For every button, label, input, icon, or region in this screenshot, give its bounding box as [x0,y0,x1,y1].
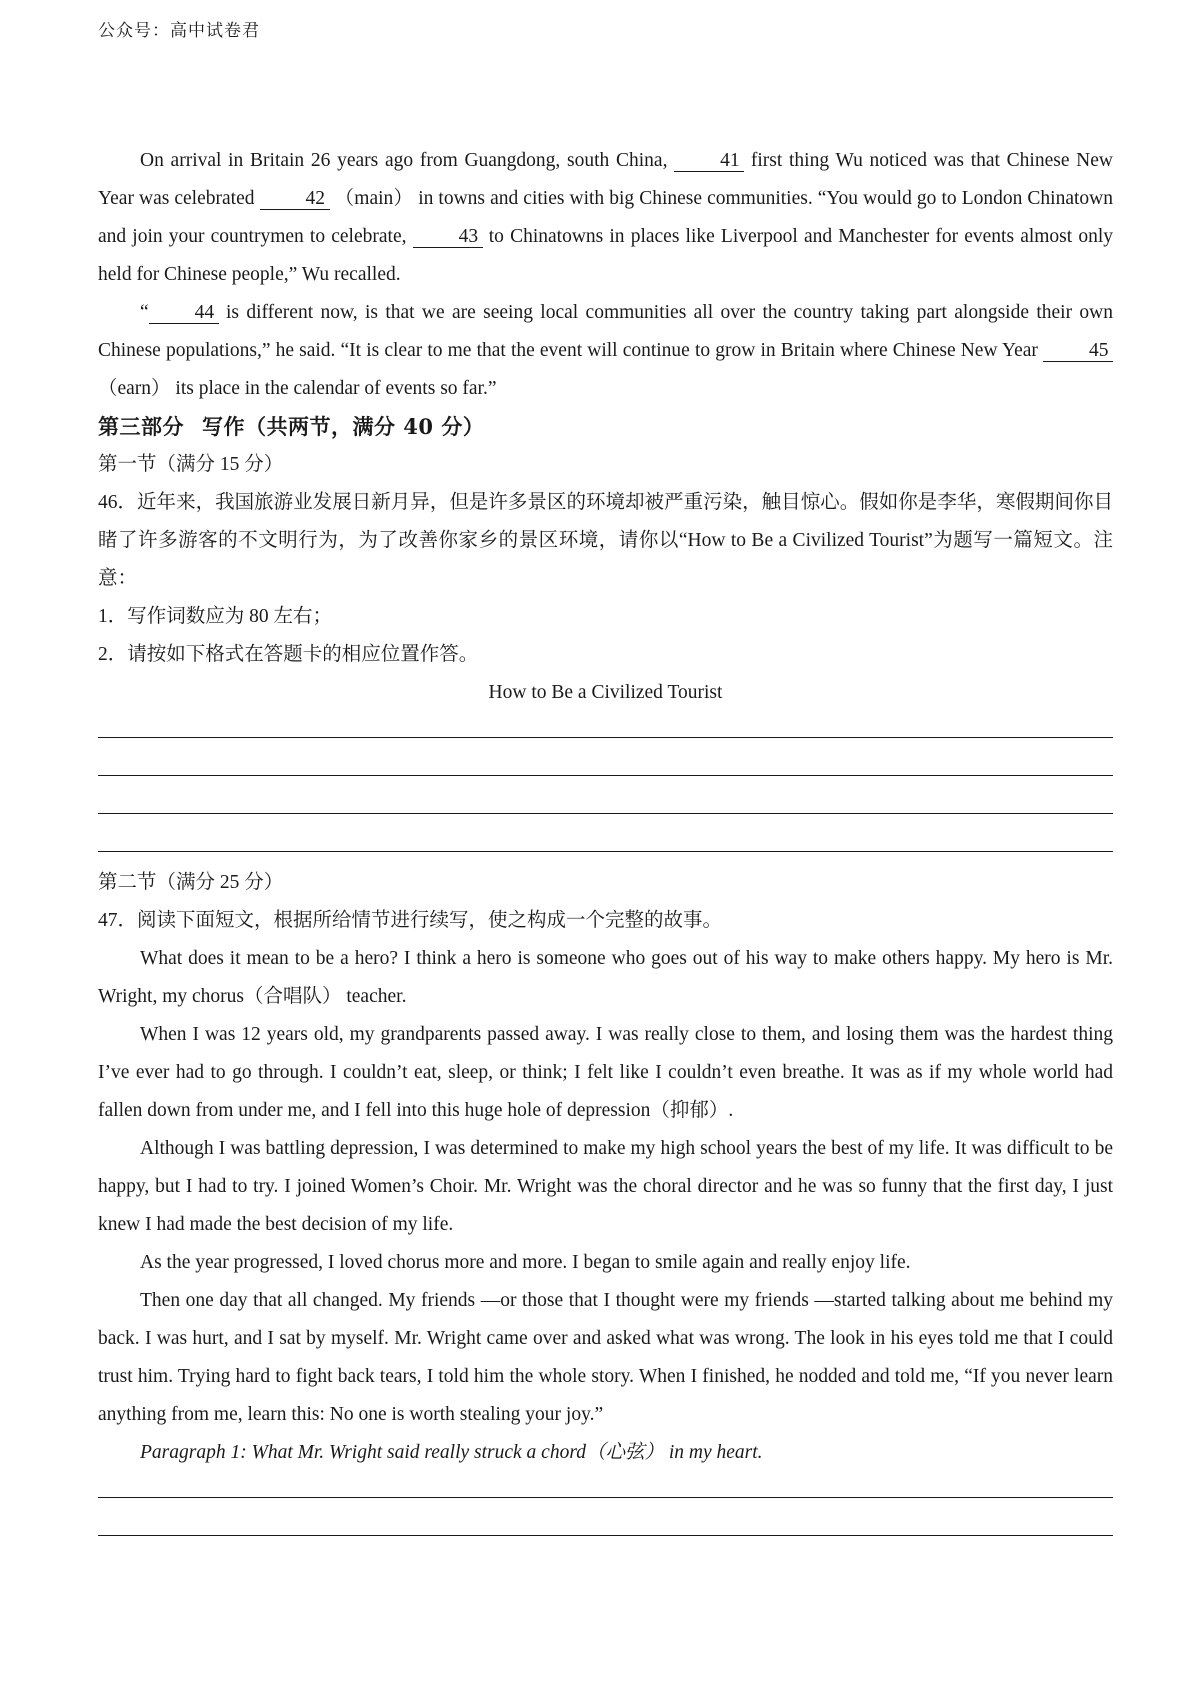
passage-text: （main） in towns and cities with big Chinese communities. “You would go to London Chinatown and join your countrymen to celebrate, [98,188,1113,247]
question-46: 46．近年来，我国旅游业发展日新月异，但是许多景区的环境却被严重污染，触目惊心。假如你是李华，寒假期间你目睹了许多游客的不文明行为，为了改善你家乡的景区环境，请你以“How to Be a Civilized Tourist”为题写一篇短文。注意： [98,492,1113,589]
answer-line[interactable] [98,750,1113,788]
passage-paragraph-1 [98,142,1113,294]
story-paragraph: Although I was battling depression, I was determined to make my high school years the best of my life. It was difficult to be happy, but I had to try. I joined Women’s Choir. Mr. Wright was the choral director and he was so funny that the first day, I just knew I had made the best decision of my life. [98,1138,1113,1235]
part3-title [98,408,1113,446]
part3-title-a: 第三部分 [98,414,184,439]
exam-content [98,142,1113,1548]
blank-45[interactable]: 45 [1043,341,1113,362]
passage-text: first thing Wu noticed was that Chinese New Year was celebrated [98,150,1114,209]
story-paragraph: As the year progressed, I loved chorus more and more. I began to smile again and really enjoy life. [140,1252,911,1273]
answer-line[interactable] [98,826,1113,864]
paragraph1-prompt: Paragraph 1: What Mr. Wright said really struck a chord（心弦） in my heart. [140,1442,763,1463]
passage-text: On arrival in Britain 26 years ago from Guangdong, south China, [140,150,668,171]
story-paragraph: Then one day that all changed. My friends —or those that I thought were my friends —started talking about me behind my back. I was hurt, and I sat by myself. Mr. Wright came over and asked what was wrong. The look in his eyes told me that I could trust him. Trying hard to fight back tears, I told him the whole story. When I finished, he nodded and told me, “If you never learn anything from me, learn this: No one is worth stealing your joy.” [98,1290,1113,1425]
passage-paragraph-2 [98,294,1113,408]
answer-line[interactable] [98,1510,1113,1548]
answer-line[interactable] [98,788,1113,826]
page-header: 公众号：高中试卷君 [98,21,260,40]
question-47: 47．阅读下面短文，根据所给情节进行续写，使之构成一个完整的故事。 [98,910,723,931]
passage-text: to Chinatowns in places like Liverpool and Manchester for events almost only held for Chinese people,” Wu recalled. [98,226,1113,285]
answer-line[interactable] [98,712,1113,750]
answer-line[interactable] [98,1472,1113,1510]
essay-title: How to Be a Civilized Tourist [488,682,723,703]
passage-text: （earn） its place in the calendar of events so far.” [98,378,497,399]
note-1: 1．写作词数应为 80 左右； [98,606,333,627]
blank-41[interactable]: 41 [674,151,744,172]
note-2: 2．请按如下格式在答题卡的相应位置作答。 [98,644,479,665]
passage-text: “ [140,302,149,323]
story-paragraph: When I was 12 years old, my grandparents passed away. I was really close to them, and losing them was the hardest thing I’ve ever had to go through. I couldn’t eat, sleep, or think; I felt like I couldn’t even breathe. It was as if my whole world had fallen down from under me, and I fell into this huge hole of depression（抑郁）. [98,1024,1113,1121]
passage-text: is different now, is that we are seeing local communities all over the country taking part alongside their own Chinese populations,” he said. “It is clear to me that the event will continue to grow in Britain where Chinese New Year [98,302,1113,361]
blank-43[interactable]: 43 [413,227,483,248]
blank-42[interactable]: 42 [260,189,330,210]
section2-heading: 第二节（满分 25 分） [98,872,284,893]
blank-44[interactable]: 44 [149,303,219,324]
story-paragraph: What does it mean to be a hero? I think a hero is someone who goes out of his way to make others happy. My hero is Mr. Wright, my chorus（合唱队） teacher. [98,948,1113,1007]
section1-heading: 第一节（满分 15 分） [98,454,284,475]
part3-title-b: 写作（共两节，满分 40 分） [202,414,485,439]
